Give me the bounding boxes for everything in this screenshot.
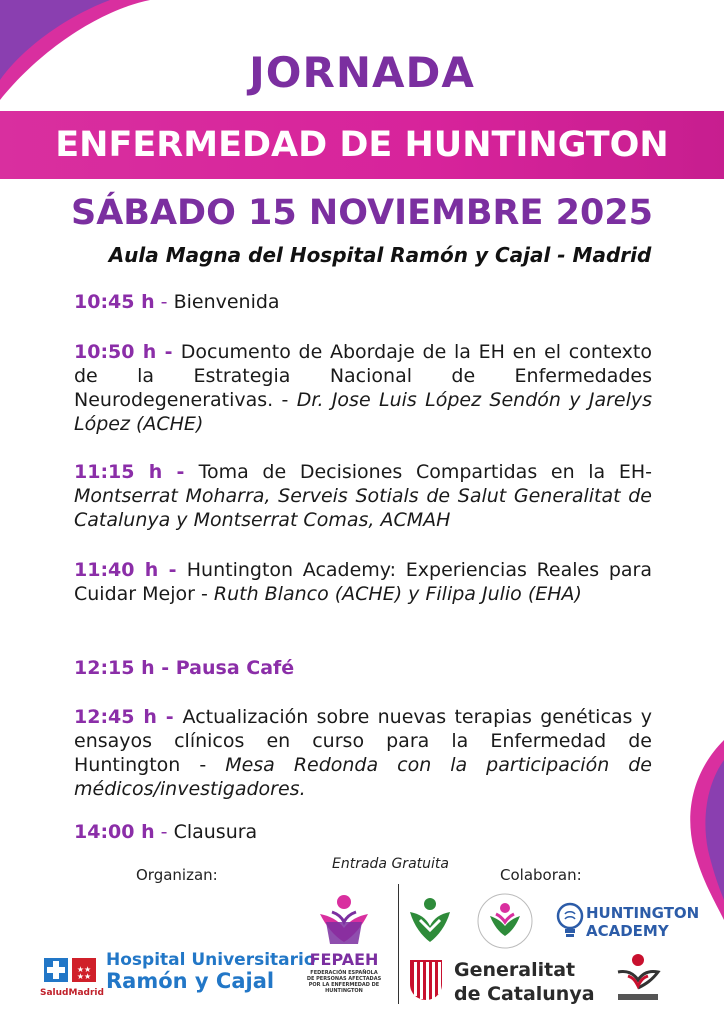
agenda-item: 12:15 h - Pausa Café	[74, 657, 295, 679]
footer-divider	[398, 884, 399, 1004]
agenda-text: Actualización sobre nuevas terapias genéticas y ensayos clínicos en curso para la Enfermedad de Huntington -	[74, 706, 652, 776]
salud-madrid-text: SaludMadrid	[40, 988, 104, 998]
hospital-cross-icon	[40, 954, 100, 986]
generalitat-logo: Generalitat de Catalunya	[454, 959, 595, 1005]
agenda-text: Bienvenida	[173, 291, 280, 313]
hospital-logo: Hospital Universitario Ramón y Cajal	[106, 950, 316, 993]
event-title: JORNADA	[249, 48, 475, 97]
agenda-item: 12:45 h - Actualización sobre nuevas terapias genéticas y ensayos clínicos en curso para la Enfermedad de Huntington - Mesa Redonda con la participación de médicos/investigadores.	[74, 706, 652, 800]
agenda-item: 11:15 h - Toma de Decisiones Compartidas en la EH- Montserrat Moharra, Serveis Sotials de Salut Generalitat de Catalunya y Montserrat Comas, ACMAH	[74, 461, 652, 531]
agenda-text: Toma de Decisiones Compartidas en la EH-	[198, 461, 652, 483]
agenda-item: 14:00 h - Clausura	[74, 821, 258, 843]
generalitat-shield-icon	[408, 958, 444, 1002]
fepaeh-name: FEPAEH	[309, 950, 379, 969]
organizan-label: Organizan:	[136, 866, 218, 884]
fepaeh-logo-icon	[312, 892, 376, 948]
association-logo-icon	[476, 892, 534, 950]
svg-text:★★: ★★	[76, 965, 92, 974]
huntington-academy-logo: HUNTINGTON ACADEMY	[586, 904, 700, 940]
colaboran-label: Colaboran:	[500, 866, 582, 884]
agenda-time: 12:45 h	[74, 706, 157, 728]
event-date: SÁBADO 15 NOVIEMBRE 2025	[70, 193, 654, 233]
agenda-text: Huntington Academy: Experiencias Reales para Cuidar Mejor -	[74, 559, 652, 605]
event-venue: Aula Magna del Hospital Ramón y Cajal - Madrid	[108, 243, 652, 267]
agenda-time: 14:00 h	[74, 821, 155, 843]
corner-decoration-right	[684, 740, 724, 920]
banner-title: ENFERMEDAD DE HUNTINGTON	[55, 125, 669, 165]
entrada-gratuita-label: Entrada Gratuita	[332, 856, 449, 872]
lightbulb-icon	[556, 902, 584, 942]
agenda-time: 11:15 h	[74, 461, 163, 483]
fepaeh-subtitle: FEDERACIÓN ESPAÑOLA DE PERSONAS AFECTADAS POR LA ENFERMEDAD DE HUNTINGTON	[306, 970, 382, 994]
agenda-time: 10:50 h	[74, 341, 157, 363]
agenda-time: 12:15 h	[74, 657, 155, 679]
acmah-logo-icon	[612, 950, 664, 1004]
agenda-speakers: Mesa Redonda con la participación de médicos/investigadores.	[74, 754, 652, 800]
agenda-item: 10:45 h - Bienvenida	[74, 291, 280, 313]
agenda-text: Pausa Café	[175, 657, 295, 679]
agenda-time: 11:40 h	[74, 559, 159, 581]
agenda-speakers: Ruth Blanco (ACHE) y Filipa Julio (EHA)	[213, 583, 582, 605]
agenda-speakers: Dr. Jose Luis López Sendón y Jarelys López (ACHE)	[74, 389, 653, 435]
agenda-item: 10:50 h - Documento de Abordaje de la EH en el contexto de la Estrategia Nacional de Enfermedades Neurodegenerativas. - Dr. Jose Luis López Sendón y Jarelys López (ACHE)	[74, 341, 653, 435]
agenda-text: Clausura	[173, 821, 258, 843]
ache-logo-icon	[406, 894, 454, 944]
agenda-speakers: Montserrat Moharra, Serveis Sotials de Salut Generalitat de Catalunya y Montserrat Comas, ACMAH	[74, 485, 652, 531]
svg-text:★★: ★★	[76, 972, 92, 981]
agenda-text: Documento de Abordaje de la EH en el contexto de la Estrategia Nacional de Enfermedades Neurodegenerativas. -	[74, 341, 652, 411]
agenda-time: 10:45 h	[74, 291, 155, 313]
agenda-item: 11:40 h - Huntington Academy: Experiencias Reales para Cuidar Mejor - Ruth Blanco (ACHE) y Filipa Julio (EHA)	[74, 559, 652, 605]
